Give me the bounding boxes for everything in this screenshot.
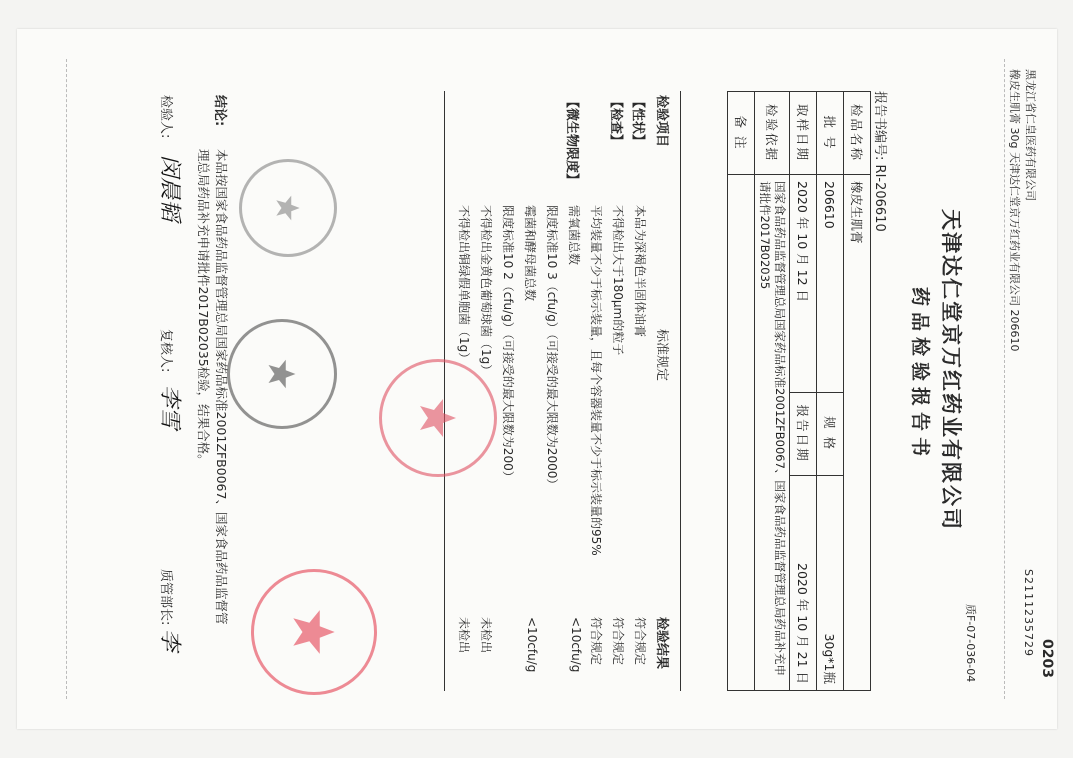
report-number-value: RI-206610: [872, 164, 887, 232]
report-date-value: 2020 年 10 月 21 日: [790, 475, 817, 690]
results-top-rule: [680, 91, 681, 691]
basis-value: 国家食品药品监督管理总局国家药品标准2001ZFB0067、国家食品药品监督管理总局药品补充申请批件2017B02035: [755, 175, 790, 691]
report-number-label-text: 报告书编号:: [872, 91, 887, 161]
report-date-label: 报告日期: [790, 392, 817, 475]
result-standard: 本品为深褐色半固体油膏: [633, 205, 647, 338]
results-header-standard: 标准规定: [654, 329, 669, 382]
result-value: 符合规定: [633, 617, 647, 666]
result-value: 未检出: [479, 617, 493, 654]
star-icon: [418, 398, 458, 438]
batch-value: 206610: [817, 175, 844, 393]
form-code: 质F-07-036-04: [964, 604, 977, 683]
serial-number: S2111235729: [1022, 569, 1035, 657]
name-label: 检品名称: [844, 92, 871, 175]
result-item: 【检查】: [608, 95, 623, 148]
reviewer-signature: 李雪: [157, 385, 182, 430]
company-red-stamp: [379, 359, 497, 477]
remarks-value: [728, 175, 755, 691]
basis-label: 检验依据: [755, 92, 790, 175]
inspection-black-stamp: [227, 319, 337, 429]
conclusion-text-1: 本品按国家食品药品监督管理总局国家药品标准2001ZFB0067、国家食品药品监督管: [214, 149, 229, 625]
results-header-item: 检验项目: [654, 95, 669, 148]
dashed-edge: [1004, 59, 1005, 699]
inspector-label: 检验人:: [158, 95, 173, 139]
result-value: 符合规定: [589, 617, 603, 666]
sample-date-label: 取样日期: [790, 92, 817, 175]
qa-head-signature: 李: [157, 629, 182, 652]
info-table: [727, 91, 871, 691]
result-value: 未检出: [457, 617, 471, 654]
report-document: [17, 29, 1057, 729]
company-title: 天津达仁堂京万红药业有限公司: [939, 209, 963, 531]
conclusion-text-2: 理总局药品补充申请批件2017B02035检验，结果合格。: [196, 149, 211, 467]
qa-head-label: 质管部长:: [158, 569, 173, 626]
remarks-label: 备 注: [728, 92, 755, 175]
result-item: 【微生物限度】: [564, 95, 579, 187]
inspector-signature: 闵晨韬: [157, 155, 182, 222]
company-stamp-line: 黑龙江省仁皇医药有限公司: [1024, 69, 1037, 201]
batch-label: 批 号: [817, 92, 844, 175]
report-number-label: [872, 91, 891, 232]
result-standard: 需氧菌总数: [567, 205, 581, 266]
result-standard: 不得检出铜绿假单胞菌（1g）: [457, 205, 471, 365]
result-standard: 限度标准10 3（cfu/g）（可接受的最大限数为2000）: [545, 205, 559, 491]
report-title: 药品检验报告书: [909, 287, 931, 463]
name-value: 橡皮生肌膏: [844, 175, 871, 691]
spec-value: 30g*1瓶: [817, 475, 844, 690]
qa-red-stamp: [251, 569, 377, 695]
star-icon: [275, 195, 301, 221]
conclusion-label: 结论:: [212, 95, 227, 127]
product-stamp-line: 橡皮生肌膏 30g 天津达仁堂京万红药业有限公司 206610: [1008, 69, 1021, 352]
result-standard: 不得检出金黄色葡萄球菌（1g）: [479, 205, 493, 377]
sample-date-value: 2020 年 10 月 12 日: [790, 175, 817, 393]
spec-label: 规 格: [817, 392, 844, 475]
results-header-result: 检验结果: [654, 617, 669, 670]
dashed-edge-bottom: [66, 59, 67, 699]
result-standard: 霉菌和酵母菌总数: [523, 205, 537, 302]
page-number: 0203: [1039, 639, 1055, 678]
result-value: <10cfu/g: [569, 617, 583, 673]
result-standard: 平均装量不少于标示装量，且每个容器装量不少于标示装量的95%: [589, 205, 603, 556]
result-standard: 不得检出大于180μm的粒子: [611, 205, 625, 356]
star-icon: [291, 609, 337, 655]
result-standard: 限度标准10 2（cfu/g）（可接受的最大限数为200）: [501, 205, 515, 483]
result-item: 【性状】: [630, 95, 645, 148]
faint-gray-stamp: [239, 159, 337, 257]
result-value: <10cfu/g: [525, 617, 539, 673]
star-icon: [267, 359, 297, 389]
result-value: 符合规定: [611, 617, 625, 666]
reviewer-label: 复核人:: [158, 329, 173, 373]
